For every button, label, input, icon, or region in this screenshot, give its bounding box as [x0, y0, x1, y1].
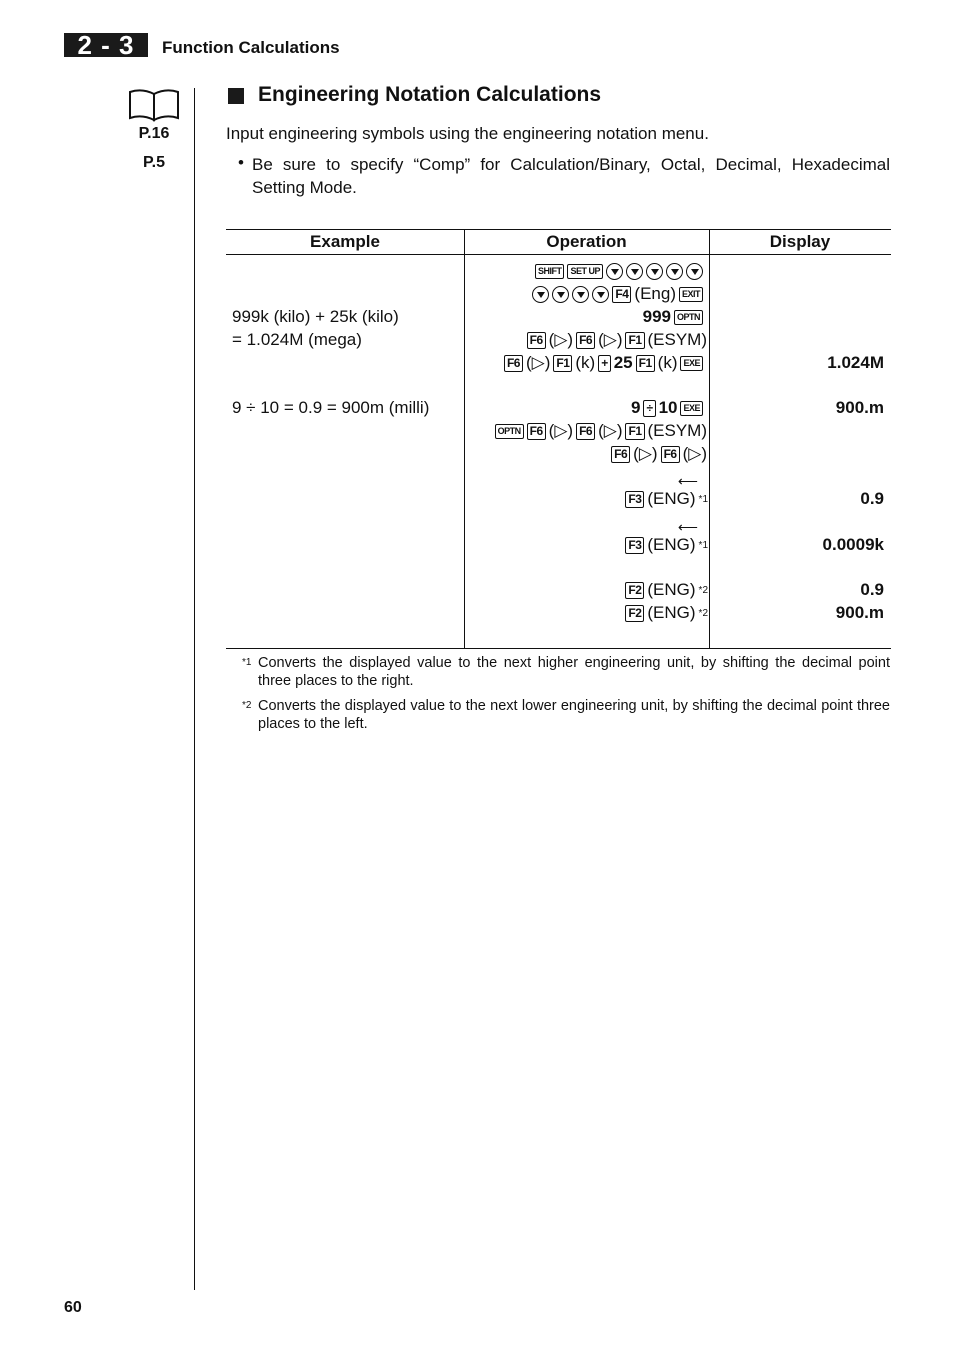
op-label: (ENG) [647, 603, 696, 622]
operation-row [527, 329, 707, 351]
display-value: 0.0009k [822, 535, 884, 554]
footnote-ref: *2 [698, 584, 708, 596]
f1-key: F1 [553, 355, 572, 372]
f1-key: F1 [625, 423, 644, 440]
op-number: 9 [631, 398, 641, 417]
operation-row [631, 397, 703, 419]
op-number: 25 [613, 353, 633, 372]
display-value: 0.9 [860, 489, 884, 508]
footnote-mark: *1 [242, 657, 252, 668]
op-label: (ENG) [647, 535, 696, 554]
cursor-down-key [626, 263, 643, 280]
cursor-down-key [532, 286, 549, 303]
cursor-down-key [666, 263, 683, 280]
footnote-mark: *2 [242, 700, 252, 711]
intro-text: Input engineering symbols using the engineering notation menu. [226, 124, 709, 143]
col-divider-2 [709, 229, 710, 648]
operation-row [532, 283, 703, 305]
chapter-title: Function Calculations [162, 38, 340, 57]
display-value: 1.024M [827, 353, 884, 372]
page-number: 60 [64, 1299, 82, 1316]
op-label: (k) [657, 353, 678, 372]
operation-row [625, 579, 708, 601]
exit-key: EXIT [679, 287, 703, 302]
header-operation: Operation [546, 232, 627, 251]
f4-key: F4 [612, 286, 631, 303]
example-line: = 1.024M (mega) [232, 330, 362, 349]
table-top-rule [226, 229, 891, 230]
setup-key: SET UP [567, 264, 603, 279]
footnote-ref: *1 [698, 539, 708, 551]
op-number: 10 [658, 398, 678, 417]
f6-key: F6 [527, 423, 546, 440]
op-label: (▷) [598, 421, 623, 440]
plus-key: + [598, 355, 611, 372]
operation-row [611, 443, 707, 465]
op-number: 999 [642, 307, 671, 326]
operation-row [643, 306, 703, 328]
footnote [242, 697, 890, 733]
f1-key: F1 [636, 355, 655, 372]
reference-book-icon [128, 88, 182, 122]
op-label: (▷) [598, 330, 623, 349]
bullet-text: Be sure to specify “Comp” for Calculation/Binary, Octal, Decimal, Hexadecimal Setting Mode. [252, 155, 890, 197]
header-example: Example [310, 232, 380, 251]
cursor-down-key [572, 286, 589, 303]
optn-key: OPTN [674, 310, 703, 325]
f2-key: F2 [625, 582, 644, 599]
operation-row [504, 352, 703, 374]
op-label: (Eng) [634, 284, 676, 303]
example-line: 999k (kilo) + 25k (kilo) [232, 307, 399, 326]
optn-key: OPTN [495, 424, 524, 439]
exe-key: EXE [680, 356, 703, 371]
f6-key: F6 [527, 332, 546, 349]
operation-row [625, 534, 708, 556]
op-label: (ESYM) [647, 421, 707, 440]
display-value: 900.m [835, 603, 884, 622]
cursor-down-key [606, 263, 623, 280]
margin-ref-2[interactable]: P.5 [143, 154, 165, 171]
shift-key: SHIFT [535, 264, 565, 279]
f6-key: F6 [611, 446, 630, 463]
op-label: (▷) [682, 444, 707, 463]
cursor-down-key [592, 286, 609, 303]
f6-key: F6 [504, 355, 523, 372]
op-label: (ESYM) [647, 330, 707, 349]
op-label: (▷) [633, 444, 658, 463]
divide-key: ÷ [643, 400, 655, 417]
footnote-ref: *2 [698, 607, 708, 619]
f2-key: F2 [625, 605, 644, 622]
back-arrow-icon: ⟵ [677, 519, 698, 535]
f3-key: F3 [625, 491, 644, 508]
bullet-dot: • [238, 153, 244, 172]
op-label: (k) [575, 353, 596, 372]
table-header-rule [226, 254, 891, 255]
f6-key: F6 [576, 332, 595, 349]
section-marker [228, 88, 244, 104]
op-label: (ENG) [647, 580, 696, 599]
margin-ref-1[interactable]: P.16 [138, 125, 170, 142]
col-divider-1 [464, 229, 465, 648]
footnote-text: Converts the displayed value to the next lower engineering unit, by shifting the decimal point three places to the left. [258, 698, 890, 732]
f3-key: F3 [625, 537, 644, 554]
header-display: Display [769, 232, 831, 251]
exe-key: EXE [680, 401, 703, 416]
back-arrow-icon: ⟵ [677, 473, 698, 489]
operation-row [625, 602, 708, 624]
operation-row [495, 420, 707, 442]
margin-divider [194, 88, 195, 1290]
cursor-down-key [646, 263, 663, 280]
chapter-badge: 2 - 3 [64, 33, 148, 57]
op-label: (ENG) [647, 489, 696, 508]
section-title: Engineering Notation Calculations [258, 83, 602, 106]
op-label: (▷) [525, 353, 551, 372]
op-label: (▷) [548, 330, 574, 349]
footnote-text: Converts the displayed value to the next higher engineering unit, by shifting the decimal point three places to the right. [258, 655, 890, 689]
display-value: 900.m [835, 398, 884, 417]
footnote-ref: *1 [698, 493, 708, 505]
op-label: (▷) [548, 421, 574, 440]
cursor-down-key [552, 286, 569, 303]
cursor-down-key [686, 263, 703, 280]
operation-row [535, 260, 703, 282]
example-line: 9 ÷ 10 = 0.9 = 900m (milli) [232, 398, 430, 417]
f6-key: F6 [661, 446, 680, 463]
operation-row [625, 488, 708, 510]
f6-key: F6 [576, 423, 595, 440]
table-bottom-rule [226, 648, 891, 649]
display-value: 0.9 [860, 580, 884, 599]
f1-key: F1 [625, 332, 644, 349]
footnote [242, 654, 890, 690]
